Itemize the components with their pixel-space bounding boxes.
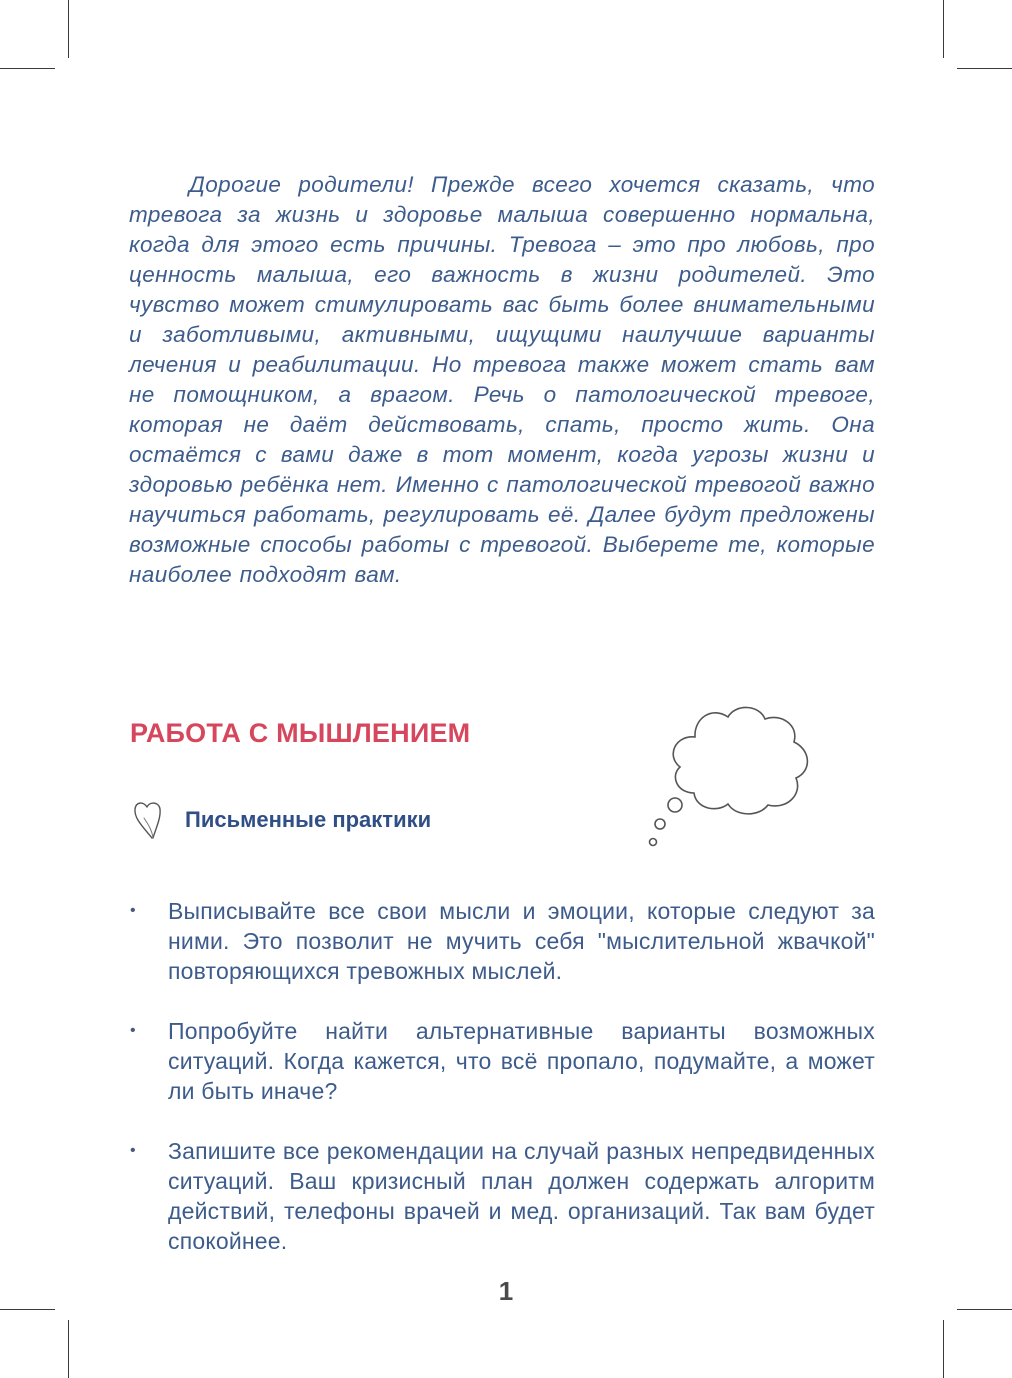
crop-mark-top-left-vertical — [68, 0, 69, 58]
section-title: РАБОТА С МЫШЛЕНИЕМ — [130, 718, 471, 748]
crop-mark-top-left-horizontal — [0, 68, 55, 69]
crop-mark-top-right-vertical — [943, 0, 944, 58]
list-item-text: Запишите все рекомендации на случай разных непредвиденных ситуаций. Ваш кризисный план должен содержать алгоритм действий, телефоны врачей и мед. организаций. Так вам будет спокойнее. — [168, 1138, 875, 1254]
bullet-list — [130, 896, 875, 1286]
crop-mark-bottom-left-vertical — [68, 1320, 69, 1378]
list-item — [130, 1016, 875, 1106]
list-item-text: Попробуйте найти альтернативные варианты возможных ситуаций. Когда кажется, что всё пропало, подумайте, а может ли быть иначе? — [168, 1018, 875, 1104]
heart-icon — [130, 796, 168, 842]
list-item — [130, 896, 875, 986]
bullet-marker: • — [130, 1142, 136, 1159]
bullet-marker: • — [130, 902, 136, 919]
crop-mark-bottom-right-vertical — [943, 1320, 944, 1378]
crop-mark-top-right-horizontal — [957, 68, 1012, 69]
thought-cloud-icon — [640, 700, 820, 855]
subsection-title: Письменные практики — [185, 807, 432, 832]
crop-mark-bottom-left-horizontal — [0, 1309, 55, 1310]
page-number: 1 — [498, 1276, 514, 1306]
list-item-text: Выписывайте все свои мысли и эмоции, которые следуют за ними. Это позволит не мучить себя "мыслительной жвачкой" повторяющихся тревожных мыслей. — [168, 898, 875, 984]
intro-paragraph: Дорогие родители! Прежде всего хочется сказать, что тревога за жизнь и здоровье малыша совершенно нормальна, когда для этого есть причины. Тревога – это про любовь, про ценность малыша, его важность в жизни родителей. Это чувство может стимулировать вас быть более внимательными и заботливыми, активными, ищущими наилучшие варианты лечения и реабилитации. Но тревога также может стать вам не помощником, а врагом. Речь о патологической тревоге, которая не даёт действовать, спать, просто жить. Она остаётся с вами даже в тот момент, когда угрозы жизни и здоровью ребёнка нет. Именно с патологической тревогой важно научиться работать, регулировать её. Далее будут предложены возможные способы работы с тревогой. Выберете те, которые наиболее подходят вам. — [129, 172, 875, 587]
bullet-marker: • — [130, 1022, 136, 1039]
list-item — [130, 1136, 875, 1256]
crop-mark-bottom-right-horizontal — [957, 1309, 1012, 1310]
